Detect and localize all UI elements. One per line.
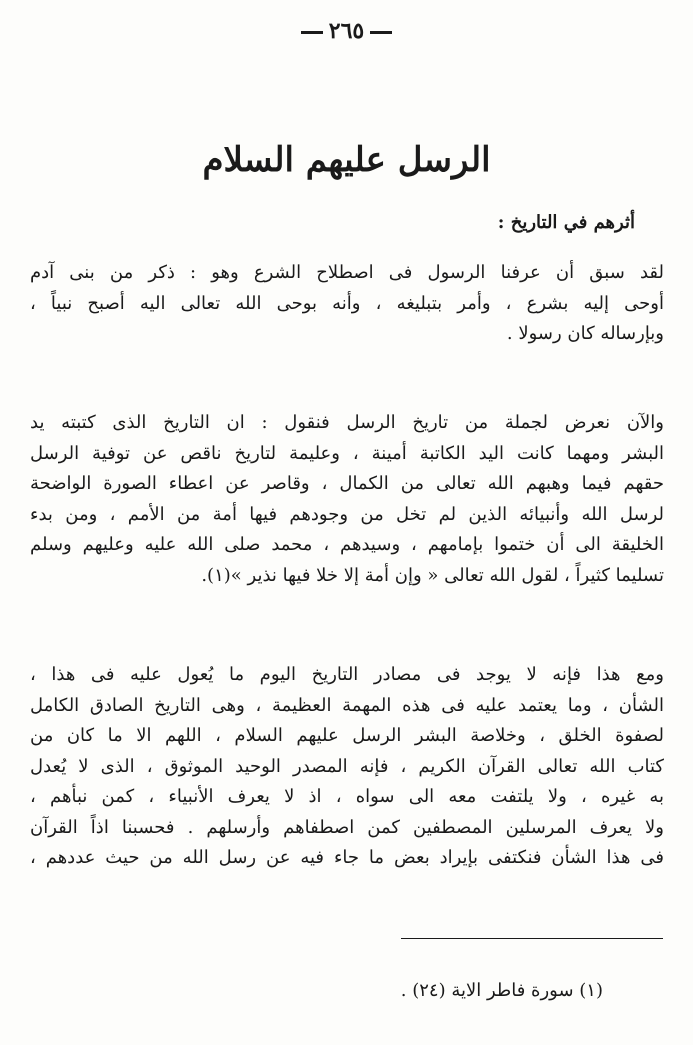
page-number-dash-right — [370, 31, 392, 34]
paragraph-line: حقهم فيما وهبهم الله تعالى من الكمال ، وقاصر عن اعطاء الصورة الواضحة — [30, 473, 664, 494]
section-heading: أثرهم في التاريخ : — [497, 212, 635, 233]
paragraph-line: أوحى إليه بشرع ، وأمر بتبليغه ، وأنه بوحى الله تعالى اليه أصبح نبياً ، — [30, 292, 664, 314]
paragraph-line: ومع هذا فإنه لا يوجد فى مصادر التاريخ اليوم ما يُعول عليه فى هذا ، — [30, 664, 664, 685]
paragraph-line: البشر ومهما كانت اليد الكاتبة أمينة ، وعليمة لتاريخ ناقص عن توفية الرسل — [30, 442, 664, 464]
page-number-text: ٢٦٥ — [328, 18, 365, 44]
paragraph-line: به غيره ، ولا يلتفت معه الى سواه ، اذ لا يعرف الأنبياء ، كمن نبأهم ، — [30, 786, 664, 807]
page-number-dash-left — [301, 31, 323, 34]
paragraph-1 — [30, 258, 664, 350]
paragraph-3 — [30, 660, 664, 874]
paragraph-line: الخليقة الى أن ختموا بإمامهم ، وسيدهم ، محمد صلى الله عليه وعليهم وسلم — [30, 534, 664, 555]
footnote: (١) سورة فاطر الاية (٢٤) . — [400, 980, 603, 1001]
chapter-title: الرسل عليهم السلام — [202, 140, 491, 180]
paragraph-line: وبإرساله كان رسولا . — [506, 323, 664, 344]
page-number — [0, 18, 693, 44]
paragraph-line: لصفوة الخلق ، وخلاصة البشر الرسل عليهم السلام ، اللهم الا ما كان من — [30, 725, 664, 746]
paragraph-line: تسليما كثيراً ، لقول الله تعالى « وإن أمة إلا خلا فيها نذير »(١). — [201, 564, 664, 586]
paragraph-line: كتاب الله تعالى القرآن الكريم ، فإنه المصدر الوحيد الموثوق ، الذى لا يُعدل — [30, 755, 664, 777]
paragraph-2 — [30, 408, 664, 591]
paragraph-line: لقد سبق أن عرفنا الرسول فى اصطلاح الشرع وهو : ذكر من بنى آدم — [30, 262, 664, 283]
paragraph-line: لرسل الله وأنبيائه الذين لم تخل من وجودهم فيها أمة من الأمم ، ومن بدء — [30, 503, 664, 525]
paragraph-line: والآن نعرض لجملة من تاريخ الرسل فنقول : ان التاريخ الذى كتبته يد — [30, 412, 664, 433]
paragraph-line: ولا يعرف المرسلين المصطفين كمن اصطفاهم وأرسلهم . فحسبنا اذاً القرآن — [30, 816, 664, 838]
paragraph-line: الشأن ، وما يعتمد عليه فى هذه المهمة العظيمة ، وهى التاريخ الصادق الكامل — [30, 694, 664, 716]
paragraph-line: فى هذا الشأن فنكتفى بإيراد بعض ما جاء فيه عن رسل الله من حيث عددهم ، — [30, 847, 664, 868]
footnote-separator — [401, 938, 663, 939]
